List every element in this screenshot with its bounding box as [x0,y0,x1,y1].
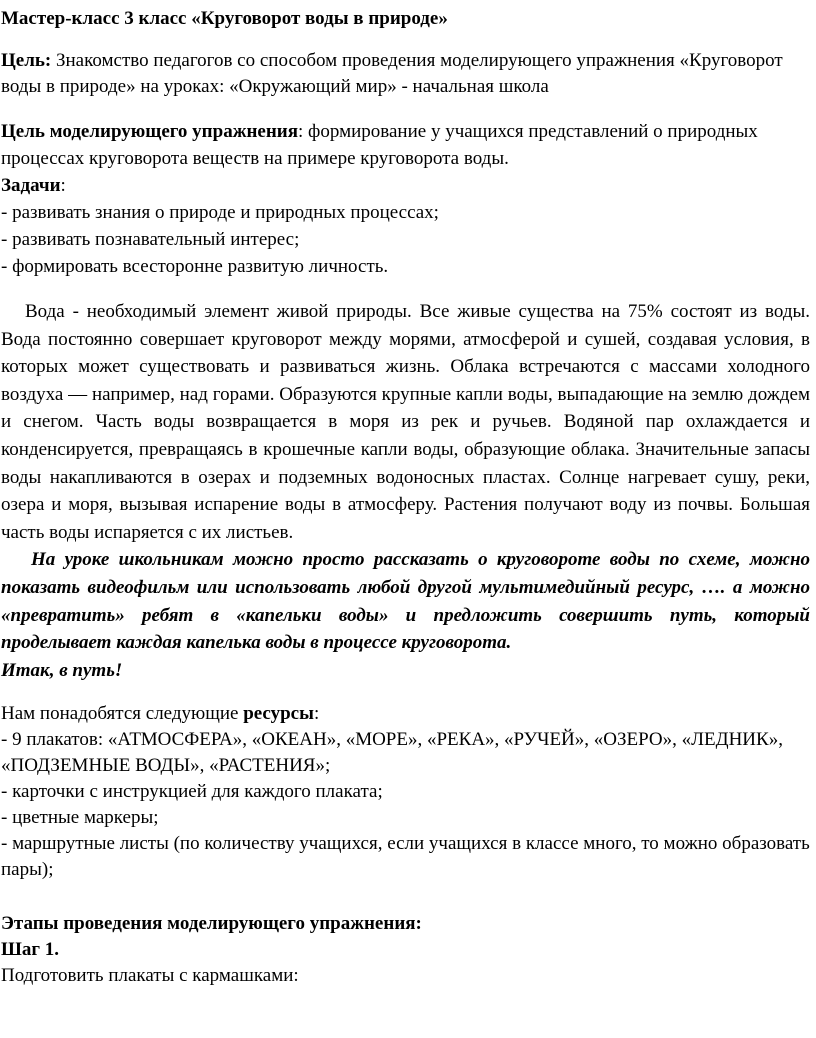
resource-item: - 9 плакатов: «АТМОСФЕРА», «ОКЕАН», «МОРЕ», «РЕКА», «РУЧЕЙ», «ОЗЕРО», «ЛЕДНИК», «ПОДЗЕМНЫЕ ВОДЫ», «РАСТЕНИЯ»; [1,729,783,776]
exercise-goal-label: Цель моделирующего упражнения [1,121,299,142]
tasks-label: Задачи [1,175,61,196]
resources-section [1,701,810,883]
stages-heading: Этапы проведения моделирующего упражнения: [1,913,422,934]
main-section [1,298,810,684]
resources-intro: Нам понадобятся следующие [1,703,244,724]
task-item: - развивать знания о природе и природных процессах; [1,202,439,223]
document-title: Мастер-класс 3 класс «Круговорот воды в природе» [1,8,448,29]
main-paragraph: Вода - необходимый элемент живой природы. Все живые существа на 75% состоят из воды. Вода постоянно совершает круговорот между морями, атмосферой и сушей, создавая условия, в которых может существовать и развиваться жизнь. Облака встречаются с массами холодного воздуха — например, над горами. Образуются крупные капли воды, выпадающие на землю дождем и снегом. Часть воды возвращается в моря из рек и ручьев. Водяной пар охлаждается и конденсируется, превращаясь в крошечные капли воды, образующие облака. Значительные запасы воды накапливаются в озерах и подземных водоносных пластах. Солнце нагревает сушу, реки, озера и моря, вызывая испарение воды в атмосферу. Растения получают воду из почвы. Большая часть воды испаряется с их листьев. [1,301,810,543]
goal-text: Знакомство педагогов со способом проведения моделирующего упражнения «Круговорот воды в природе» на уроках: «Окружающий мир» - начальная школа [1,50,783,97]
resources-label: ресурсы [243,703,314,724]
resource-item: - маршрутные листы (по количеству учащихся, если учащихся в классе много, то можно образовать пары); [1,833,810,880]
tasks-heading [1,172,810,199]
tasks-colon: : [60,175,66,196]
lets-go-line: Итак, в путь! [1,659,123,681]
resources-colon: : [313,703,320,724]
task-item: - формировать всесторонне развитую личность. [1,256,389,277]
emphasis-paragraph: На уроке школьникам можно просто рассказать о круговороте воды по схеме, можно показать видеофильм или использовать любой другой мультимедийный ресурс, …. а можно «превратить» ребят в «капельки воды» и предложить совершить путь, который проделывает каждая капелька воды в процессе круговорота. [1,549,810,654]
exercise-goal-text: : формирование у учащихся представлений о природных процессах круговорота веществ на примере круговорота воды. [1,121,758,169]
exercise-goal-section [1,118,810,280]
goal-paragraph [1,48,810,100]
step-heading: Шаг 1. [1,939,59,960]
exercise-goal-paragraph [1,118,810,172]
stages-section [1,911,810,989]
task-item: - развивать познавательный интерес; [1,229,300,250]
resource-item: - карточки с инструкцией для каждого плаката; [1,781,383,802]
step-text: Подготовить плакаты с кармашками: [1,965,299,986]
goal-label: Цель: [1,50,52,71]
resources-heading [1,701,810,727]
resource-item: - цветные маркеры; [1,807,159,828]
